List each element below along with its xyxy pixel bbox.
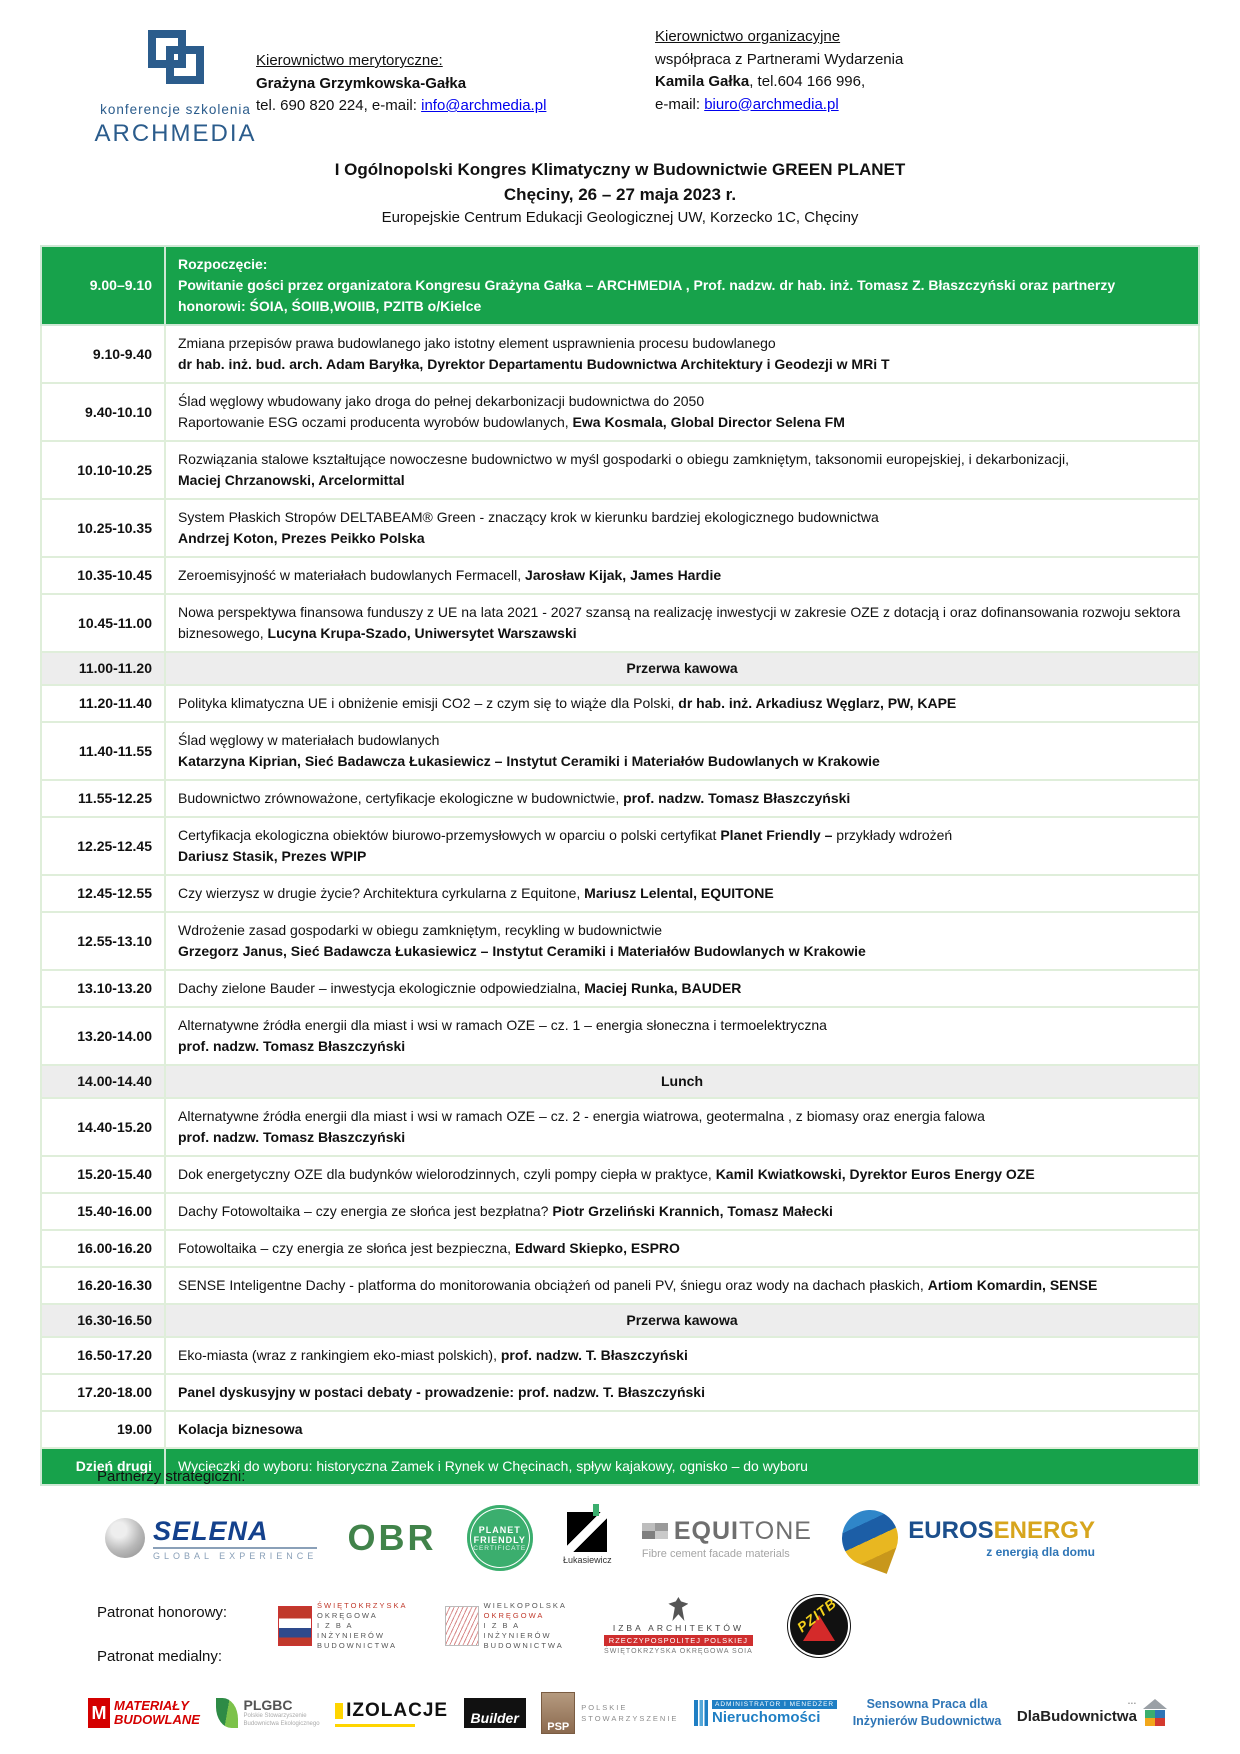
time-cell: 11.40-11.55 xyxy=(41,722,165,780)
session-cell xyxy=(165,1007,1199,1065)
break-cell: Przerwa kawowa xyxy=(165,652,1199,685)
euros-name1: EUROS xyxy=(908,1517,994,1544)
euros-name2: ENERGY xyxy=(993,1517,1095,1544)
session-title: Budownictwo zrównoważone, certyfikacje ekologiczne w budownictwie, xyxy=(178,790,624,806)
equitone-blocks-icon xyxy=(642,1523,668,1539)
equitone-name2: TONE xyxy=(738,1516,812,1545)
oiib-line: OKRĘGOWA xyxy=(317,1610,378,1620)
lukasiewicz-name: Łukasiewicz xyxy=(563,1554,612,1565)
session-cell xyxy=(165,1411,1199,1448)
session-speaker: Artiom Komardin, SENSE xyxy=(927,1277,1098,1293)
time-cell: 12.55-13.10 xyxy=(41,912,165,970)
session-title-cont: przykłady wdrożeń xyxy=(836,827,953,843)
schedule-row xyxy=(41,1098,1199,1156)
oiib-line: BUDOWNICTWA xyxy=(317,1641,398,1651)
partners-label: Partnerzy strategiczni: xyxy=(97,1468,246,1485)
mat-line2: BUDOWLANE xyxy=(114,1712,200,1727)
session-cell xyxy=(165,1230,1199,1267)
schedule-row xyxy=(41,722,1199,780)
session-subtitle: Raportowanie ESG oczami producenta wyrobów budowlanych, xyxy=(178,414,573,430)
selena-tagline: GLOBAL EXPERIENCE xyxy=(153,1547,317,1561)
email-link-biuro[interactable]: biuro@archmedia.pl xyxy=(704,95,839,113)
psp-logo xyxy=(541,1692,678,1734)
session-title: Rozpoczęcie: xyxy=(178,256,268,272)
sensowna-line1: Sensowna Praca dla xyxy=(866,1696,988,1711)
session-speaker: Mariusz Lelental, EQUITONE xyxy=(584,885,774,901)
time-cell: 13.10-13.20 xyxy=(41,970,165,1007)
session-speaker: prof. nadzw. T. Błaszczyński xyxy=(500,1347,688,1363)
session-cell xyxy=(165,557,1199,594)
session-cell xyxy=(165,1156,1199,1193)
event-date-location: Chęciny, 26 – 27 maja 2023 r. xyxy=(503,184,737,204)
plgbc-sub2: Budownictwa Ekologicznego xyxy=(243,1721,320,1727)
time-cell: 15.20-15.40 xyxy=(41,1156,165,1193)
eagle-icon xyxy=(668,1597,688,1621)
lukasiewicz-mark-icon xyxy=(567,1512,607,1552)
media-label: Patronat medialny: xyxy=(97,1648,223,1665)
oiib-line: BUDOWNICTWA xyxy=(483,1641,564,1651)
session-speaker: Piotr Grzeliński Krannich, Tomasz Małecki xyxy=(552,1203,833,1219)
session-cell xyxy=(165,499,1199,557)
email-link-info[interactable]: info@archmedia.pl xyxy=(421,97,547,114)
schedule-row xyxy=(41,499,1199,557)
euros-swirl-icon xyxy=(834,1502,906,1574)
time-cell: 9.00–9.10 xyxy=(41,246,165,325)
obr-logo: OBR xyxy=(347,1517,437,1558)
schedule-row xyxy=(41,441,1199,499)
contact-merytoryczne xyxy=(256,50,546,118)
contact-merytoryczne-title: Kierownictwo merytoryczne: xyxy=(256,52,443,69)
session-speaker: Maciej Chrzanowski, Arcelormittal xyxy=(178,472,405,488)
session-cell xyxy=(165,246,1199,325)
pf-line2: FRIENDLY xyxy=(473,1534,526,1545)
pf-line1: PLANET xyxy=(478,1524,521,1535)
equitone-name1: EQUI xyxy=(673,1516,739,1545)
session-cell xyxy=(165,875,1199,912)
session-speaker: Edward Skiepko, ESPRO xyxy=(514,1240,680,1256)
nieruchomosci-logo xyxy=(694,1700,837,1726)
psp-box-icon: PSP xyxy=(541,1692,575,1734)
equitone-tagline: Fibre cement facade materials xyxy=(641,1547,790,1560)
session-cell xyxy=(165,1193,1199,1230)
schedule-row xyxy=(41,912,1199,970)
schedule-row xyxy=(41,1230,1199,1267)
session-cell: Wycieczki do wyboru: historyczna Zamek i Rynek w Chęcinach, spływ kajakowy, ognisko – do wyboru xyxy=(165,1448,1199,1485)
archmedia-logo xyxy=(88,30,263,148)
event-title: I Ogólnopolski Kongres Klimatyczny w Budownictwie GREEN PLANET xyxy=(334,160,906,179)
oiib-line: INŻYNIERÓW xyxy=(317,1631,385,1641)
session-speaker: prof. nadzw. Tomasz Błaszczyński xyxy=(178,1038,406,1054)
time-cell: 16.20-16.30 xyxy=(41,1267,165,1304)
izba-architektow-logo xyxy=(604,1597,753,1655)
contact-organizacyjne xyxy=(655,26,903,116)
adm-top: ADMINISTRATOR I MENEDŻER xyxy=(712,1700,837,1709)
materialy-budowlane-logo xyxy=(88,1698,200,1728)
house-icon xyxy=(1142,1699,1168,1727)
time-cell: 10.35-10.45 xyxy=(41,557,165,594)
eurosenergy-logo xyxy=(842,1510,1095,1566)
time-cell: 12.25-12.45 xyxy=(41,817,165,875)
session-title: Kolacja biznesowa xyxy=(178,1421,303,1437)
time-cell: 17.20-18.00 xyxy=(41,1374,165,1411)
break-cell: Przerwa kawowa xyxy=(165,1304,1199,1337)
globe-icon xyxy=(105,1518,145,1558)
contact-merytoryczne-phone xyxy=(256,95,546,118)
schedule-row-break xyxy=(41,1304,1199,1337)
contact-organizacyjne-line2: współpraca z Partnerami Wydarzenia xyxy=(655,50,904,68)
contact-organizacyjne-title: Kierownictwo organizacyjne xyxy=(655,28,841,45)
time-cell: 10.25-10.35 xyxy=(41,499,165,557)
session-title: Polityka klimatyczna UE i obniżenie emisji CO2 – z czym się to wiąże dla Polski, xyxy=(178,695,679,711)
equitone-logo xyxy=(642,1517,812,1560)
session-cell xyxy=(165,685,1199,722)
plgbc-logo xyxy=(216,1697,320,1729)
session-title: Ślad węglowy w materiałach budowlanych xyxy=(178,732,440,748)
oiib-line: ŚWIĘTOKRZYSKA xyxy=(317,1600,408,1610)
selena-logo xyxy=(105,1516,317,1561)
time-cell: 16.50-17.20 xyxy=(41,1337,165,1374)
schedule-table xyxy=(40,245,1200,1486)
plgbc-name: PLGBC xyxy=(243,1697,293,1714)
sensowna-line2: Inżynierów Budownictwa xyxy=(852,1714,1002,1728)
email-prefix: e-mail: xyxy=(655,95,705,113)
schedule-row xyxy=(41,1193,1199,1230)
session-title: Certyfikacja ekologiczna obiektów biurowo-przemysłowych w oparciu o polski certyfikat xyxy=(178,827,721,843)
session-cell xyxy=(165,970,1199,1007)
session-title: Zeroemisyjność w materiałach budowlanych Fermacell, xyxy=(178,567,526,583)
session-speaker: Lucyna Krupa-Szado, Uniwersytet Warszawski xyxy=(267,625,577,641)
schedule-row xyxy=(41,1337,1199,1374)
time-cell: 11.20-11.40 xyxy=(41,685,165,722)
phone-text: tel. 690 820 224, e-mail: xyxy=(256,97,422,114)
dlabudownictwa-logo xyxy=(1017,1699,1168,1727)
time-cell: 15.40-16.00 xyxy=(41,1193,165,1230)
session-speaker: Dariusz Stasik, Prezes WPIP xyxy=(178,848,367,864)
yellow-bar-icon xyxy=(335,1703,343,1719)
session-speaker: Ewa Kosmala, Global Director Selena FM xyxy=(572,414,845,430)
adm-name: Nieruchomości xyxy=(712,1709,821,1726)
session-title: Dachy zielone Bauder – inwestycja ekologicznie odpowiedzialna, xyxy=(178,980,585,996)
oiib-line: I Z B A xyxy=(483,1620,521,1630)
oiib-line: OKRĘGOWA xyxy=(483,1610,545,1620)
swietokrzyska-oiib-logo xyxy=(278,1601,407,1652)
contact-organizacyjne-email xyxy=(655,94,903,117)
schedule-row-break xyxy=(41,652,1199,685)
session-title: Panel dyskusyjny w postaci debaty - prowadzenie: prof. nadzw. T. Błaszczyński xyxy=(178,1384,705,1400)
yellow-underline xyxy=(335,1724,415,1727)
schedule-row xyxy=(41,1411,1199,1448)
time-cell: 12.45-12.55 xyxy=(41,875,165,912)
logo-brand: ARCHMEDIA xyxy=(94,120,257,147)
time-cell: Dzień drugi xyxy=(41,1448,165,1485)
oiib-line: I Z B A xyxy=(317,1620,354,1630)
oiib-line: INŻYNIERÓW xyxy=(483,1631,552,1641)
pzitb-name: PZITB xyxy=(793,1594,840,1636)
session-speaker: Jarosław Kijak, James Hardie xyxy=(525,567,722,583)
schedule-row xyxy=(41,780,1199,817)
session-cell xyxy=(165,912,1199,970)
izba-line2: RZECZYPOSPOLITEJ POLSKIEJ xyxy=(604,1635,753,1646)
psp-line2: STOWARZYSZENIE xyxy=(581,1714,679,1723)
session-title: Alternatywne źródła energii dla miast i wsi w ramach OZE – cz. 1 – energia słoneczna i termoelektryczna xyxy=(178,1017,827,1033)
session-title: Dachy Fotowoltaika – czy energia ze słońca jest bezpłatna? xyxy=(178,1203,553,1219)
session-speaker: Grzegorz Janus, Sieć Badawcza Łukasiewicz – Instytut Ceramiki i Materiałów Budowlanych w Krakowie xyxy=(178,943,866,959)
dlab-small-text: ▪▪▪ xyxy=(1128,1700,1137,1707)
session-title: Ślad węglowy wbudowany jako droga do pełnej dekarbonizacji budownictwa do 2050 xyxy=(178,393,705,409)
archmedia-logo-icon xyxy=(136,30,216,96)
schedule-row xyxy=(41,970,1199,1007)
sensowna-praca-logo xyxy=(853,1696,1002,1731)
selena-name: SELENA xyxy=(153,1515,269,1546)
schedule-row xyxy=(41,875,1199,912)
session-cell xyxy=(165,817,1199,875)
session-cell xyxy=(165,722,1199,780)
session-speaker: Maciej Runka, BAUDER xyxy=(584,980,742,996)
psp-line1: POLSKIE xyxy=(581,1702,628,1712)
session-title: Dok energetyczny OZE dla budynków wielorodzinnych, czyli pompy ciepła w praktyce, xyxy=(178,1166,716,1182)
session-title: Wdrożenie zasad gospodarki w obiegu zamkniętym, recykling w budownictwie xyxy=(178,922,663,938)
session-title: Eko-miasta (wraz z rankingiem eko-miast polskich), xyxy=(178,1347,501,1363)
time-cell: 11.00-11.20 xyxy=(41,652,165,685)
honorary-label: Patronat honorowy: xyxy=(97,1604,228,1621)
break-cell: Lunch xyxy=(165,1065,1199,1098)
izba-line1: IZBA ARCHITEKTÓW xyxy=(612,1623,744,1633)
session-title: Czy wierzysz w drugie życie? Architektura cyrkularna z Equitone, xyxy=(178,885,585,901)
builder-logo: Builder xyxy=(464,1698,526,1728)
session-speaker: prof. nadzw. Tomasz Błaszczyński xyxy=(623,790,851,806)
media-logo-row xyxy=(88,1682,1168,1744)
session-cell xyxy=(165,1267,1199,1304)
time-cell: 9.10-9.40 xyxy=(41,325,165,383)
bars-icon xyxy=(694,1700,708,1726)
contact-organizacyjne-name: Kamila Gałka xyxy=(655,73,750,90)
dlab-name: DlaBudownictwa xyxy=(1016,1708,1137,1726)
roof-sketch-icon xyxy=(445,1606,479,1646)
mat-line1: MATERIAŁY xyxy=(114,1697,189,1713)
plgbc-sub1: Polskie Stowarzyszenie xyxy=(243,1713,307,1720)
session-cell xyxy=(165,1374,1199,1411)
session-title: Nowa perspektywa finansowa funduszy z UE na lata 2021 - 2027 szansą na realizację inwestycji w zakresie OZE z dotacją i oraz dofinansowania rozwoju sektora biznesowego, xyxy=(178,604,1181,641)
session-speaker: prof. nadzw. Tomasz Błaszczyński xyxy=(178,1129,406,1145)
session-cell xyxy=(165,325,1199,383)
session-cell xyxy=(165,1337,1199,1374)
schedule-row xyxy=(41,817,1199,875)
session-title: System Płaskich Stropów DELTABEAM® Green - znaczący krok w kierunku bardziej ekologicznego budownictwa xyxy=(178,509,879,525)
session-speaker: dr hab. inż. Arkadiusz Węglarz, PW, KAPE xyxy=(678,695,957,711)
schedule-row xyxy=(41,594,1199,652)
contact-merytoryczne-name: Grażyna Grzymkowska-Gałka xyxy=(256,74,467,92)
leaf-icon xyxy=(216,1698,238,1728)
lukasiewicz-logo xyxy=(563,1512,612,1565)
session-speaker: dr hab. inż. bud. arch. Adam Baryłka, Dyrektor Departamentu Budownictwa Architektury i Geodezji w MRi T xyxy=(178,356,890,372)
time-cell: 19.00 xyxy=(41,1411,165,1448)
schedule-row xyxy=(41,685,1199,722)
time-cell: 16.00-16.20 xyxy=(41,1230,165,1267)
contact-organizacyjne-phone xyxy=(655,71,903,94)
schedule-row xyxy=(41,1007,1199,1065)
session-cell xyxy=(165,441,1199,499)
pzitb-badge-icon xyxy=(790,1594,848,1655)
schedule-row xyxy=(41,557,1199,594)
session-title: Alternatywne źródła energii dla miast i wsi w ramach OZE – cz. 2 - energia wiatrowa, geotermalna , z biomasy oraz energia falowa xyxy=(178,1108,985,1124)
schedule-row xyxy=(41,1267,1199,1304)
session-speaker: Andrzej Koton, Prezes Peikko Polska xyxy=(178,530,425,546)
oiib-line: WIELKOPOLSKA xyxy=(483,1600,567,1610)
phone-text: , tel.604 166 996, xyxy=(749,73,866,90)
izolacje-name: IZOLACJE xyxy=(346,1699,449,1721)
schedule-row xyxy=(41,383,1199,441)
session-cell xyxy=(165,594,1199,652)
schedule-row xyxy=(41,246,1199,325)
session-detail: Powitanie gości przez organizatora Kongresu Grażyna Gałka – ARCHMEDIA , Prof. nadzw. dr hab. inż. Tomasz Z. Błaszczyński oraz partnerzy honorowi: ŚOIA, ŚOIIB,WOIIB, PZITB o/Kielce xyxy=(178,277,1116,314)
session-highlight: Planet Friendly – xyxy=(720,827,837,843)
session-cell xyxy=(165,1098,1199,1156)
izba-line3: ŚWIĘTOKRZYSKA OKRĘGOWA SOIA xyxy=(604,1648,753,1655)
time-cell: 13.20-14.00 xyxy=(41,1007,165,1065)
time-cell: 14.00-14.40 xyxy=(41,1065,165,1098)
schedule-row xyxy=(41,1156,1199,1193)
session-title: Rozwiązania stalowe kształtujące nowoczesne budownictwo w myśl gospodarki o obiegu zamkniętym, taksonomii europejskiej, i dekarbonizacji, xyxy=(178,451,1069,467)
session-title: Zmiana przepisów prawa budowlanego jako istotny element usprawnienia procesu budowlanego xyxy=(178,335,776,351)
session-cell xyxy=(165,780,1199,817)
time-cell: 14.40-15.20 xyxy=(41,1098,165,1156)
event-title-block xyxy=(0,158,1240,229)
schedule-row-break xyxy=(41,1065,1199,1098)
pf-line3: CERTIFICATE xyxy=(473,1544,527,1552)
session-speaker: Katarzyna Kiprian, Sieć Badawcza Łukasiewicz – Instytut Ceramiki i Materiałów Budowlanych w Krakowie xyxy=(178,753,880,769)
time-cell: 11.55-12.25 xyxy=(41,780,165,817)
time-cell: 9.40-10.10 xyxy=(41,383,165,441)
euros-tagline: z energią dla domu xyxy=(986,1545,1095,1559)
time-cell: 10.10-10.25 xyxy=(41,441,165,499)
crest-icon xyxy=(278,1606,312,1646)
session-title: SENSE Inteligentne Dachy - platforma do monitorowania obciążeń od paneli PV, śniegu oraz wody na dachach płaskich, xyxy=(178,1277,928,1293)
session-speaker: Kamil Kwiatkowski, Dyrektor Euros Energy OZE xyxy=(715,1166,1035,1182)
schedule-row xyxy=(41,325,1199,383)
time-cell: 10.45-11.00 xyxy=(41,594,165,652)
izolacje-logo xyxy=(335,1700,448,1727)
logo-tagline: konferencje szkolenia xyxy=(100,102,251,117)
schedule-row xyxy=(41,1374,1199,1411)
planet-friendly-badge-icon xyxy=(467,1505,533,1571)
partners-logo-row xyxy=(105,1496,1095,1580)
session-cell xyxy=(165,383,1199,441)
wielkopolska-oiib-logo xyxy=(445,1601,567,1652)
honorary-logo-row xyxy=(278,1580,848,1672)
session-title: Fotowoltaika – czy energia ze słońca jest bezpieczna, xyxy=(178,1240,515,1256)
m-block-icon: M xyxy=(88,1698,110,1728)
time-cell: 16.30-16.50 xyxy=(41,1304,165,1337)
event-venue: Europejskie Centrum Edukacji Geologicznej UW, Korzecko 1C, Chęciny xyxy=(381,209,859,227)
